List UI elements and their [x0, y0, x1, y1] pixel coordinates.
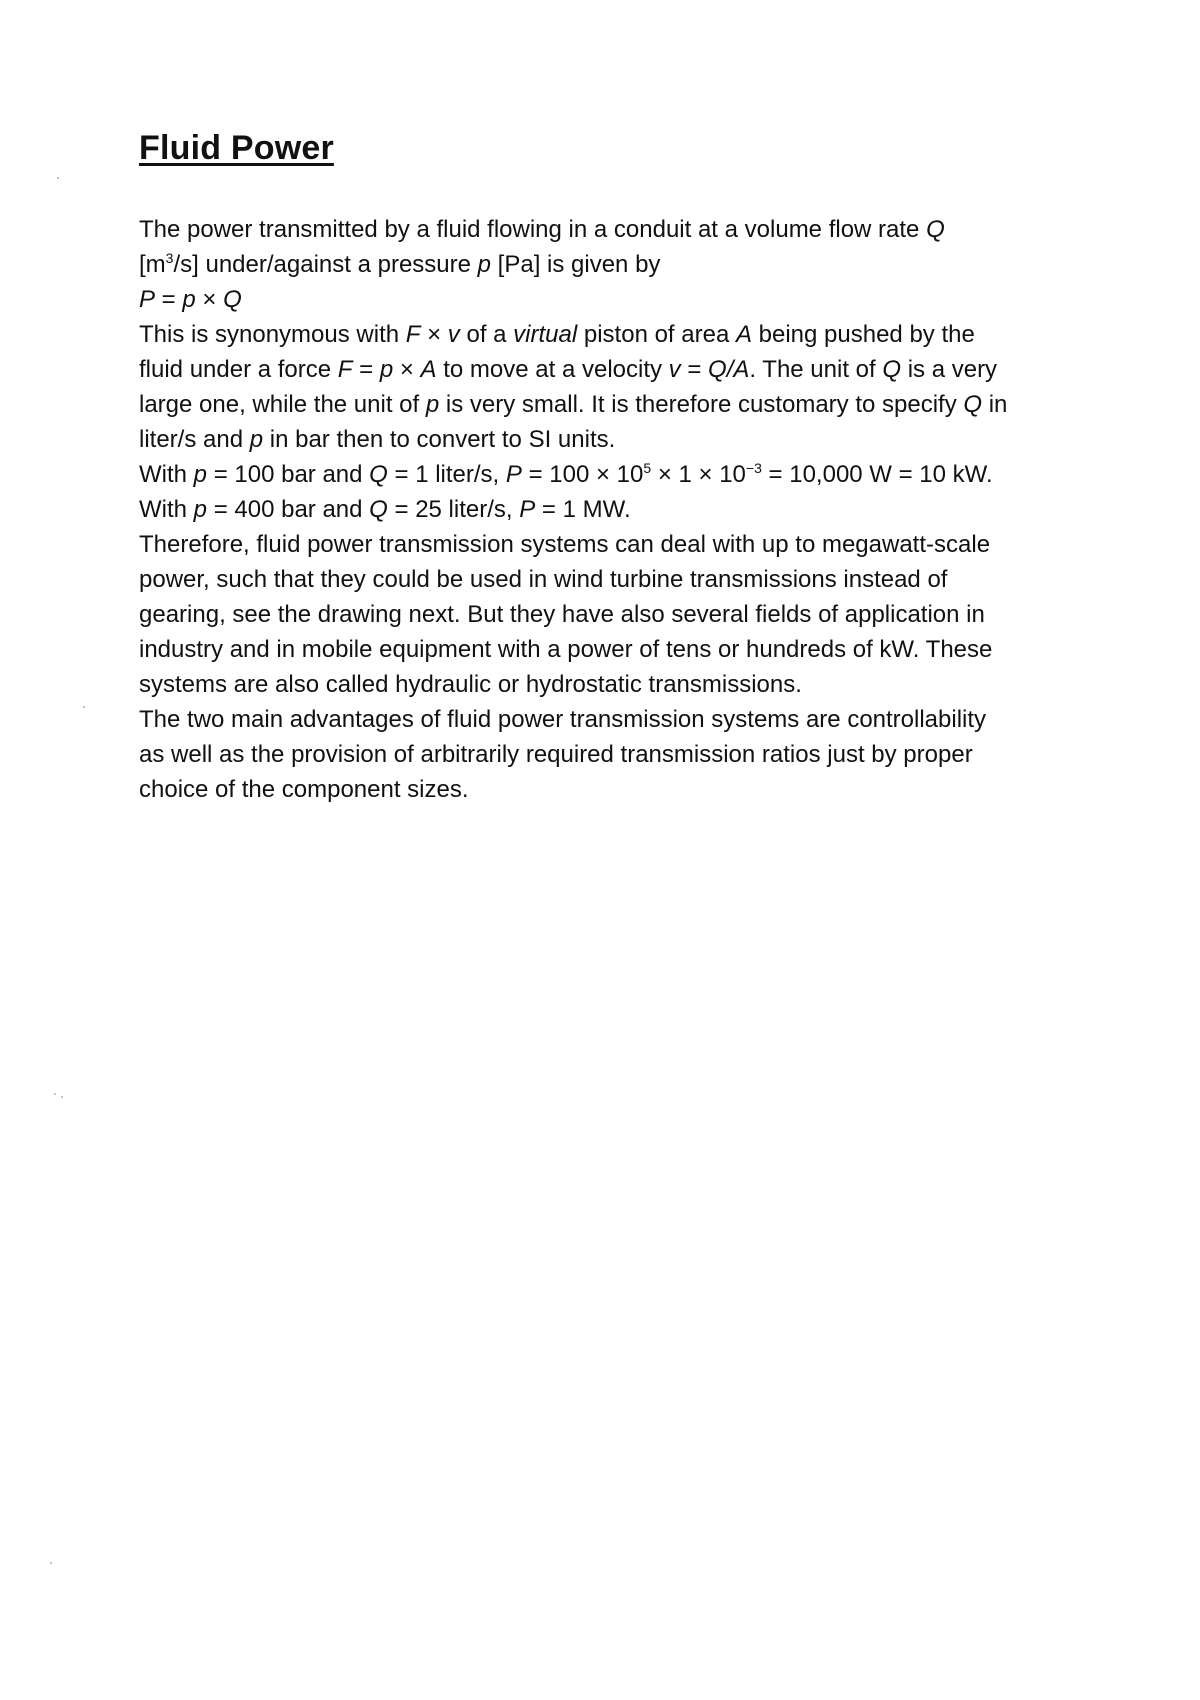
scan-dot [57, 177, 59, 179]
text-run: fluid under a force [139, 356, 338, 383]
text-line [139, 352, 1109, 387]
text-line [139, 527, 1109, 562]
text-run: × [393, 356, 421, 383]
page-title: Fluid Power [139, 129, 334, 167]
scan-dot [50, 1562, 52, 1564]
text-line [139, 492, 1109, 527]
text-run: × [420, 321, 448, 348]
text-run: = 100 bar and [207, 461, 370, 488]
text-run: With [139, 496, 194, 523]
math-symbol: p [425, 391, 440, 418]
text-line [139, 632, 1109, 667]
math-symbol: Q [926, 216, 945, 243]
math-symbol: Q [369, 461, 388, 488]
superscript: −3 [745, 460, 762, 476]
text-line [139, 597, 1109, 632]
text-run: liter/s and [139, 426, 250, 453]
text-run: . The unit of [749, 356, 883, 383]
text-line [139, 667, 1109, 702]
text-line [139, 457, 1109, 492]
text-run: piston of area [577, 321, 736, 348]
text-run: = 25 liter/s, [387, 496, 520, 523]
text-line [139, 772, 1109, 807]
scan-dot [83, 706, 85, 708]
text-line [139, 562, 1109, 597]
text-run: = 1 liter/s, [387, 461, 506, 488]
math-symbol: p [249, 426, 264, 453]
math-symbol: P [139, 286, 156, 313]
math-symbol: F [337, 356, 353, 383]
math-symbol: P [519, 496, 536, 523]
math-symbol: p [193, 461, 208, 488]
text-run: large one, while the unit of [139, 391, 426, 418]
text-run: in bar then to convert to SI units. [263, 426, 616, 453]
math-symbol: v [668, 356, 681, 383]
math-symbol: v [447, 321, 460, 348]
text-run: = 1 MW. [535, 496, 631, 523]
text-line [139, 247, 1109, 282]
body-text [139, 212, 1109, 807]
math-symbol: p [379, 356, 394, 383]
math-symbol: Q [882, 356, 902, 383]
scan-dot [61, 1096, 63, 1098]
text-run: gearing, see the drawing next. But they have also several fields of application in [139, 601, 985, 628]
text-run: /s] under/against a pressure [173, 251, 478, 278]
text-run: × 1 × 10 [651, 461, 746, 488]
text-run: = 10,000 W = 10 kW. [761, 461, 993, 488]
superscript: 3 [165, 250, 174, 266]
text-line [139, 317, 1109, 352]
math-symbol: p [182, 286, 196, 313]
text-run: This is synonymous with [139, 321, 406, 348]
text-run: [Pa] is given by [491, 251, 661, 278]
text-run: being pushed by the [751, 321, 975, 348]
text-line [139, 702, 1109, 737]
math-symbol: F [405, 321, 421, 348]
text-run: With [139, 461, 194, 488]
text-line [139, 387, 1109, 422]
text-run: = 100 × 10 [521, 461, 644, 488]
math-symbol: Q [369, 496, 388, 523]
text-run: industry and in mobile equipment with a power of tens or hundreds of kW. These [139, 636, 993, 663]
math-symbol: A [420, 356, 437, 383]
math-symbol: p [193, 496, 208, 523]
text-run: [m [139, 251, 166, 278]
text-run: of a [459, 321, 514, 348]
math-symbol: p [477, 251, 491, 278]
text-line [139, 282, 1109, 317]
text-run: = 400 bar and [207, 496, 370, 523]
scan-dot [54, 1093, 56, 1095]
text-run: choice of the component sizes. [139, 776, 469, 803]
text-run: as well as the provision of arbitrarily required transmission ratios just by proper [139, 741, 973, 768]
text-run: = [680, 356, 709, 383]
math-symbol: virtual [513, 321, 578, 348]
math-symbol: Q [223, 286, 242, 313]
text-run: Therefore, fluid power transmission systems can deal with up to megawatt-scale [139, 531, 991, 558]
text-run: × [195, 286, 224, 313]
text-run: = [352, 356, 380, 383]
text-run: is very small. It is therefore customary to specify [439, 391, 964, 418]
math-symbol: A [735, 321, 752, 348]
superscript: 5 [643, 460, 652, 476]
math-symbol: Q [963, 391, 983, 418]
text-run: power, such that they could be used in wind turbine transmissions instead of [139, 566, 948, 593]
text-line [139, 212, 1109, 247]
math-symbol: P [505, 461, 522, 488]
text-line [139, 422, 1109, 457]
text-run: The two main advantages of fluid power transmission systems are controllability [139, 706, 987, 733]
math-symbol: Q/A [708, 356, 750, 383]
text-run: The power transmitted by a fluid flowing in a conduit at a volume flow rate [139, 216, 927, 243]
text-run: to move at a velocity [436, 356, 669, 383]
text-run: systems are also called hydraulic or hydrostatic transmissions. [139, 671, 802, 698]
text-run: in [982, 391, 1008, 418]
text-run: is a very [901, 356, 998, 383]
text-line [139, 737, 1109, 772]
text-run: = [155, 286, 183, 313]
